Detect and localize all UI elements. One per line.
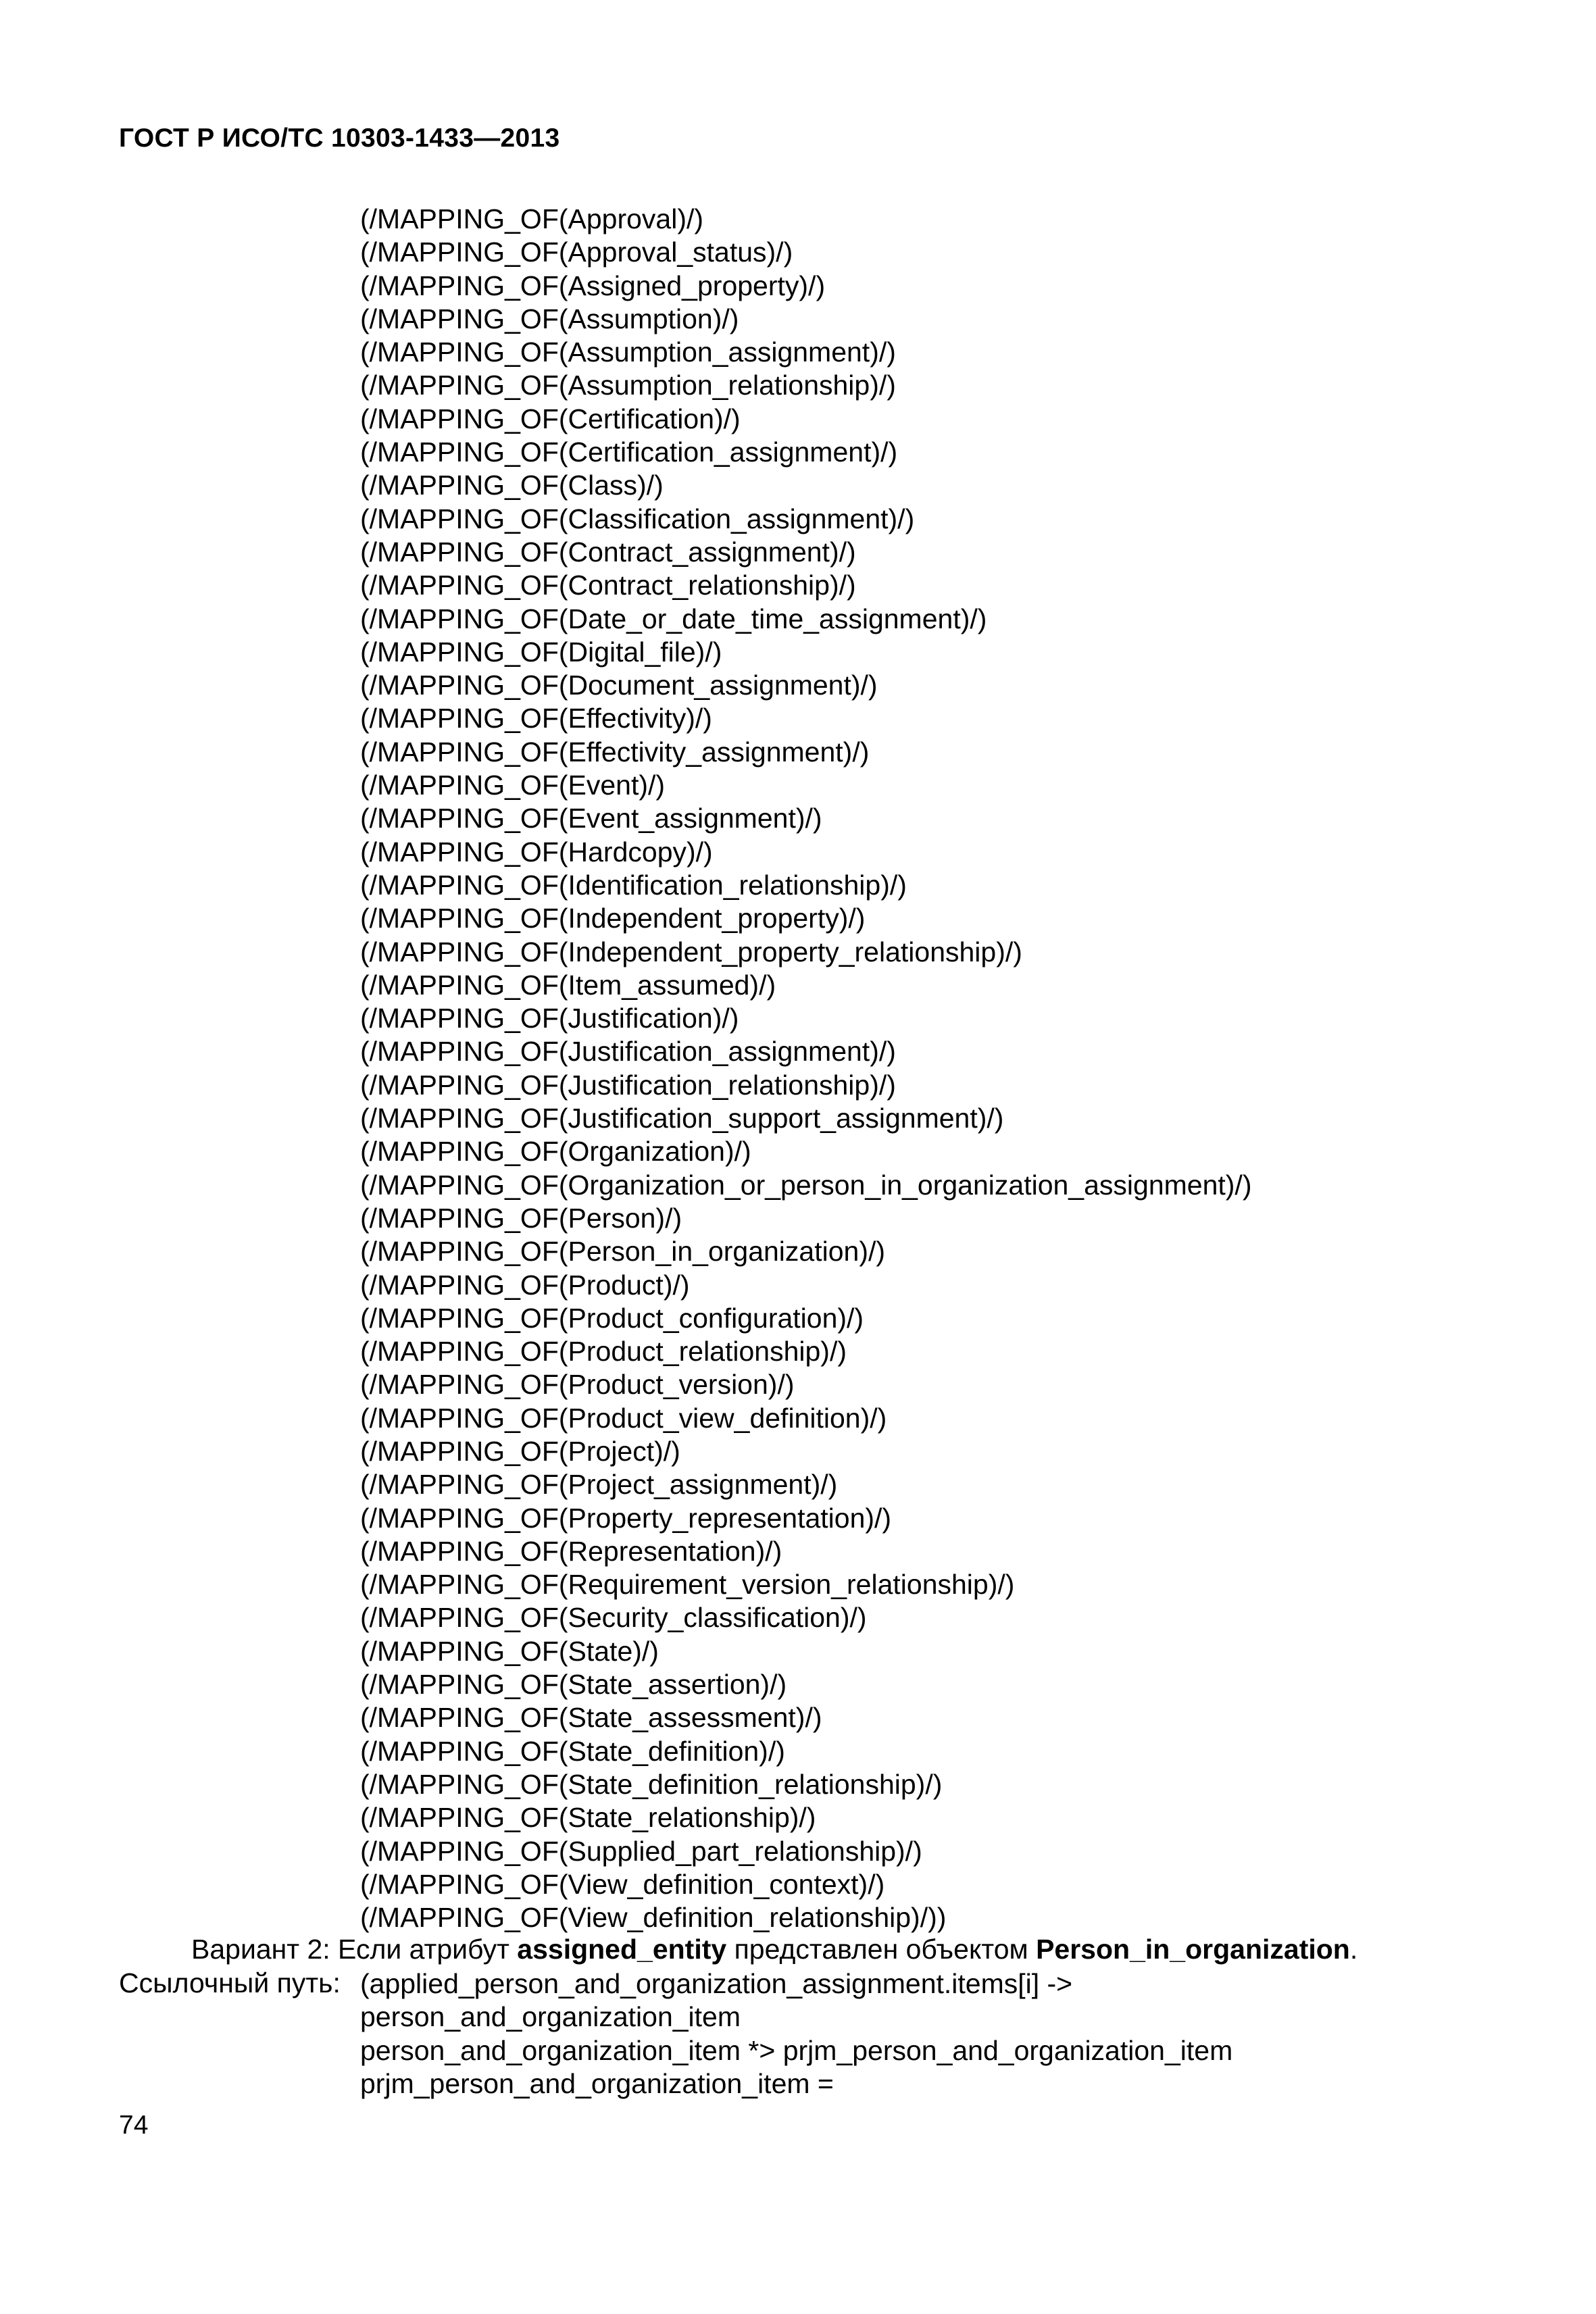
reference-path-label: Ссылочный путь:	[119, 1967, 341, 1998]
variant-paragraph	[191, 1934, 1357, 1965]
mapping-line: (/MAPPING_OF(Organization_or_person_in_organization_assignment)/)	[360, 1169, 1252, 1201]
mapping-line: (/MAPPING_OF(Certification)/)	[360, 403, 741, 434]
mapping-line: (/MAPPING_OF(Product_version)/)	[360, 1369, 795, 1401]
mapping-line: (/MAPPING_OF(Independent_property)/)	[360, 903, 866, 934]
mapping-line: (/MAPPING_OF(Approval)/)	[360, 203, 704, 234]
mapping-line: (/MAPPING_OF(State_assertion)/)	[360, 1669, 787, 1701]
mapping-line: (/MAPPING_OF(Project_assignment)/)	[360, 1469, 838, 1501]
mapping-line: (/MAPPING_OF(Person_in_organization)/)	[360, 1236, 886, 1267]
mapping-line: (/MAPPING_OF(Product_view_definition)/)	[360, 1402, 887, 1434]
mapping-line: (/MAPPING_OF(State_definition)/)	[360, 1735, 785, 1767]
mapping-line: (/MAPPING_OF(Organization)/)	[360, 1136, 751, 1167]
variant-prefix: Вариант 2: Если атрибут	[191, 1934, 518, 1965]
reference-path-line: (applied_person_and_organization_assignment.items[i] ->	[360, 1968, 1073, 1999]
mapping-line: (/MAPPING_OF(Justification_relationship)/)	[360, 1069, 896, 1101]
mapping-line: (/MAPPING_OF(View_definition_relationship)/))	[360, 1902, 947, 1934]
mapping-line: (/MAPPING_OF(State_assessment)/)	[360, 1702, 822, 1734]
mapping-line: (/MAPPING_OF(Person)/)	[360, 1202, 682, 1234]
mapping-line: (/MAPPING_OF(Document_assignment)/)	[360, 670, 878, 701]
variant-middle: представлен объектом	[726, 1934, 1037, 1965]
mapping-line: (/MAPPING_OF(Contract_assignment)/)	[360, 536, 856, 568]
mapping-line: (/MAPPING_OF(Product_relationship)/)	[360, 1336, 847, 1367]
mapping-line: (/MAPPING_OF(Assumption)/)	[360, 303, 739, 334]
mapping-line: (/MAPPING_OF(State)/)	[360, 1635, 659, 1667]
mapping-line: (/MAPPING_OF(Supplied_part_relationship)/)	[360, 1835, 922, 1867]
mapping-line: (/MAPPING_OF(Independent_property_relationship)/)	[360, 936, 1022, 967]
mapping-line: (/MAPPING_OF(Representation)/)	[360, 1535, 782, 1567]
mapping-line: (/MAPPING_OF(Assigned_property)/)	[360, 270, 826, 301]
variant-entity: Person_in_organization	[1036, 1934, 1350, 1965]
mapping-line: (/MAPPING_OF(Event_assignment)/)	[360, 803, 822, 834]
mapping-line: (/MAPPING_OF(State_definition_relationship)/)	[360, 1768, 943, 1800]
mapping-line: (/MAPPING_OF(Identification_relationship)/)	[360, 869, 907, 901]
mapping-line: (/MAPPING_OF(Effectivity_assignment)/)	[360, 736, 870, 768]
mapping-line: (/MAPPING_OF(Justification_assignment)/)	[360, 1036, 896, 1067]
mapping-line: (/MAPPING_OF(Item_assumed)/)	[360, 969, 776, 1001]
reference-path-line: prjm_person_and_organization_item =	[360, 2067, 834, 2099]
mapping-line: (/MAPPING_OF(Justification_support_assignment)/)	[360, 1103, 1004, 1134]
mapping-line: (/MAPPING_OF(Security_classification)/)	[360, 1602, 867, 1634]
mapping-line: (/MAPPING_OF(Project)/)	[360, 1435, 680, 1467]
mapping-line: (/MAPPING_OF(Justification)/)	[360, 1003, 739, 1034]
mapping-line: (/MAPPING_OF(Classification_assignment)/)	[360, 503, 915, 534]
variant-suffix: .	[1349, 1934, 1358, 1965]
mapping-line: (/MAPPING_OF(Assumption_relationship)/)	[360, 370, 896, 401]
mapping-list	[360, 203, 1251, 1934]
mapping-line: (/MAPPING_OF(State_relationship)/)	[360, 1802, 816, 1834]
mapping-line: (/MAPPING_OF(Product_configuration)/)	[360, 1302, 864, 1334]
mapping-line: (/MAPPING_OF(Class)/)	[360, 470, 664, 501]
page-number: 74	[119, 2111, 149, 2140]
document-header: ГОСТ Р ИСО/ТС 10303-1433—2013	[119, 124, 560, 153]
mapping-line: (/MAPPING_OF(Digital_file)/)	[360, 636, 722, 668]
mapping-line: (/MAPPING_OF(Certification_assignment)/)	[360, 436, 898, 468]
mapping-line: (/MAPPING_OF(Requirement_version_relationship)/)	[360, 1569, 1015, 1601]
mapping-line: (/MAPPING_OF(View_definition_context)/)	[360, 1868, 885, 1900]
reference-path-lines	[360, 1967, 1232, 2101]
reference-path-line: person_and_organization_item	[360, 2001, 741, 2033]
mapping-line: (/MAPPING_OF(Assumption_assignment)/)	[360, 336, 896, 368]
mapping-line: (/MAPPING_OF(Property_representation)/)	[360, 1502, 892, 1534]
variant-attribute: assigned_entity	[517, 1934, 727, 1965]
mapping-line: (/MAPPING_OF(Product)/)	[360, 1269, 690, 1301]
mapping-line: (/MAPPING_OF(Approval_status)/)	[360, 236, 793, 268]
mapping-line: (/MAPPING_OF(Contract_relationship)/)	[360, 570, 856, 601]
mapping-line: (/MAPPING_OF(Date_or_date_time_assignment)/)	[360, 603, 987, 634]
reference-path-line: person_and_organization_item *> prjm_person_and_organization_item	[360, 2034, 1233, 2066]
mapping-line: (/MAPPING_OF(Hardcopy)/)	[360, 836, 713, 867]
mapping-line: (/MAPPING_OF(Event)/)	[360, 770, 666, 801]
mapping-line: (/MAPPING_OF(Effectivity)/)	[360, 703, 712, 734]
